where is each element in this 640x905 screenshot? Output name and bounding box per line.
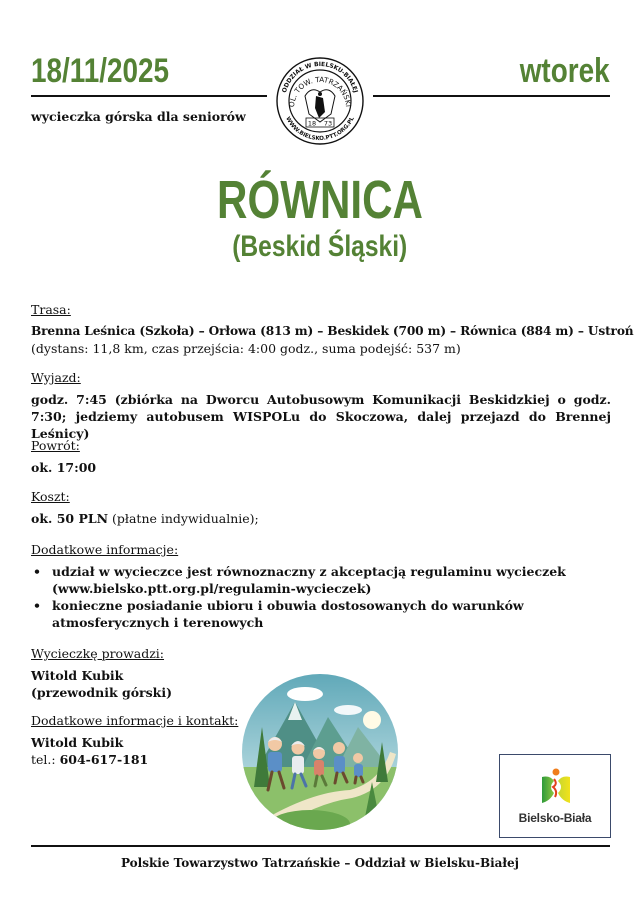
footer-divider xyxy=(31,845,610,847)
trip-date: 18/11/2025 xyxy=(31,52,170,90)
seal-ring-top: ODDZIAŁ W BIELSKU-BIAŁEJ xyxy=(281,60,359,94)
seal-ring-bottom: WWW.BIELSKO.PTT.ORG.PL xyxy=(284,116,356,143)
additional-item: • udział w wycieczce jest równoznaczny z akceptacją regulaminu wycieczek (www.bielsko.ptt.org.pl/regulamin-wycieczek) xyxy=(31,563,611,597)
leader-role: (przewodnik górski) xyxy=(31,685,173,700)
route-path: Brenna Leśnica (Szkoła) – Orłowa (813 m) – Beskidek (700 m) – Równica (884 m) – Ustroń xyxy=(31,324,634,338)
seal-year-right: 73 xyxy=(323,119,333,128)
cost-label: Koszt: xyxy=(31,489,70,504)
section-cost xyxy=(31,488,611,527)
contact-phone-label: tel.: xyxy=(31,752,60,767)
trip-type: wycieczka górska dla seniorów xyxy=(31,109,246,124)
return-label: Powrót: xyxy=(31,438,80,453)
bielsko-biala-name: Bielsko-Biała xyxy=(518,811,592,825)
section-route xyxy=(31,301,634,357)
departure-label: Wyjazd: xyxy=(31,370,81,385)
hiking-seniors-illustration xyxy=(240,672,400,832)
contact-label: Dodatkowe informacje i kontakt: xyxy=(31,713,239,728)
mountain-range-wrap xyxy=(0,229,640,265)
header-divider-right xyxy=(373,95,610,97)
header-divider-left xyxy=(31,95,267,97)
cost-amount: ok. 50 PLN xyxy=(31,511,109,526)
footer-organization: Polskie Towarzystwo Tatrzańskie – Oddział w Bielsku-Białej xyxy=(120,856,520,870)
return-time: ok. 17:00 xyxy=(31,460,97,475)
cost-note: (płatne indywidualnie); xyxy=(108,511,259,526)
contact-phone: 604-617-181 xyxy=(59,752,149,767)
seal-year-left: 18 xyxy=(307,119,317,128)
destination-title: RÓWNICA xyxy=(217,170,423,230)
additional-label: Dodatkowe informacje: xyxy=(31,542,179,557)
section-additional xyxy=(31,541,611,631)
departure-text: godz. 7:45 (zbiórka na Dworcu Autobusowym Komunikacji Beskidzkiej o godz. 7:30; jedziemy autobusem WISPOLu do Skoczowa, dalej przejazd do Brennej Leśnicy) xyxy=(31,392,611,441)
trip-weekday: wtorek xyxy=(520,52,610,90)
destination-title-wrap xyxy=(0,170,640,230)
section-return xyxy=(31,437,611,476)
mountain-range: (Beskid Śląski) xyxy=(232,230,408,263)
contact-name: Witold Kubik xyxy=(31,735,124,750)
hikers-image-icon xyxy=(240,672,400,832)
seal-inner-text: OL. TOW. TATRZAŃSKI xyxy=(286,74,353,108)
additional-item: • konieczne posiadanie ubioru i obuwia dostosowanych do warunków atmosferycznych i terenowych xyxy=(31,597,611,631)
section-contact xyxy=(31,712,241,768)
route-label: Trasa: xyxy=(31,302,71,317)
section-departure xyxy=(31,369,611,442)
bielsko-biala-emblem-icon xyxy=(536,767,576,807)
section-leader xyxy=(31,645,231,701)
leader-name: Witold Kubik xyxy=(31,668,124,683)
additional-list xyxy=(31,563,611,631)
leader-label: Wycieczkę prowadzi: xyxy=(31,646,165,661)
ptt-seal-icon xyxy=(275,56,365,146)
route-details: (dystans: 11,8 km, czas przejścia: 4:00 godz., suma podejść: 537 m) xyxy=(31,341,461,356)
ptt-logo xyxy=(275,56,365,146)
bielsko-biala-logo xyxy=(499,754,611,838)
